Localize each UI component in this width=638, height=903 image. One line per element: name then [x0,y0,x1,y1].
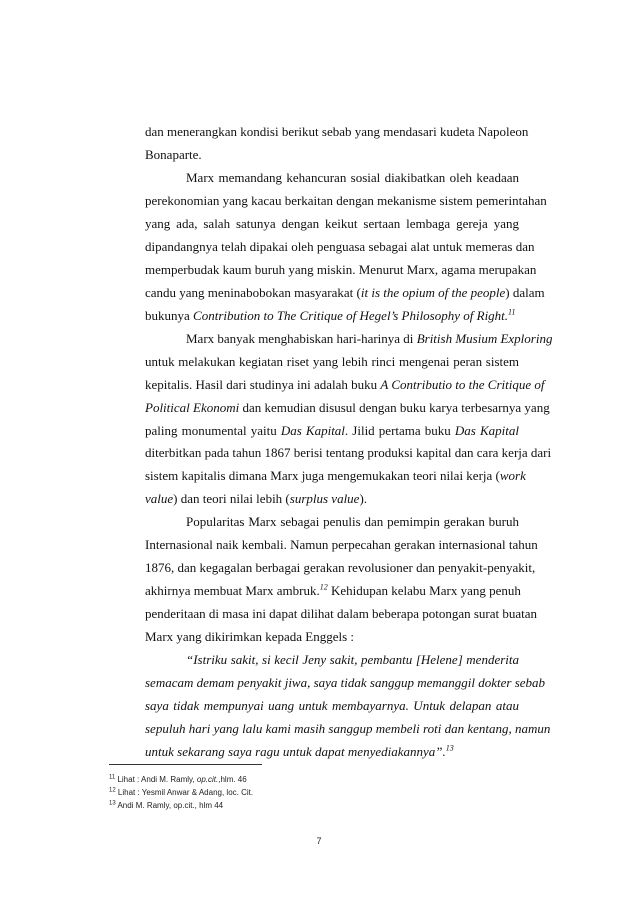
footnote-ref: 11 [508,307,516,317]
body-line: Bonaparte. [145,147,202,162]
footnote: $^{13}$ Andi M. Ramly, op.cit., hlm 44 [109,800,224,810]
body-line: kepitalis. Hasil dari studinya ini adalah buku A Contributio to the Critique of [145,377,545,392]
footnote: $^{12}$ Lihat : Yesmil Anwar & Adang, loc. Cit. [109,787,254,797]
quote-line: untuk sekarang saya ragu untuk dapat menyediakannya”.$^{13}$ [145,743,454,759]
body-line: memperbudak kaum buruh yang miskin. Menurut Marx, agama merupakan [145,262,537,277]
body-line: dipandangnya telah dipakai oleh penguasa sebagai alat untuk memeras dan [145,239,535,254]
body-line: diterbitkan pada tahun 1867 berisi tentang produksi kapital dan cara kerja dari [145,445,552,460]
body-line: Political Ekonomi dan kemudian disusul dengan buku karya terbesarnya yang [145,400,550,415]
body-line: candu yang meninabobokan masyarakat (it is the opium of the people) dalam [145,285,545,300]
body-line: Marx memandang kehancuran sosial diakibatkan oleh keadaan [186,170,519,185]
body-line: penderitaan di masa ini dapat dilihat dalam beberapa potongan surat buatan [145,606,538,621]
page-number: 7 [316,836,322,846]
footnote: $^{11}$ Lihat : Andi M. Ramly, op.cit.,hlm. 46 [109,774,247,784]
body-line: Marx yang dikirimkan kepada Enggels : [145,629,355,644]
footnote-separator [109,764,262,765]
body-line: 1876, dan kegagalan berbagai gerakan revolusioner dan penyakit-penyakit, [145,560,536,575]
quote-line: “Istriku sakit, si kecil Jeny sakit, pembantu [Helene] menderita [186,652,519,667]
footnote-ref: 13 [445,743,454,753]
body-line: Popularitas Marx sebagai penulis dan pemimpin gerakan buruh [186,514,519,529]
body-line: yang ada, salah satunya dengan keikut sertaan lembaga gereja yang [145,216,519,231]
body-line: akhirnya membuat Marx ambruk.$^{12}$ Kehidupan kelabu Marx yang penuh [145,582,521,598]
body-line: paling monumental yaitu Das Kapital. Jilid pertama buku Das Kapital [145,423,519,438]
quote-line: saya tidak mempunyai uang untuk membayarnya. Untuk delapan atau [145,698,519,713]
footnote-ref: 12 [319,582,328,592]
body-line: value) dan teori nilai lebih (surplus value). [145,491,368,506]
body-line: Marx banyak menghabiskan hari-harinya di British Musium Exploring [186,331,553,346]
body-line: sistem kapitalis dimana Marx juga mengemukakan teori nilai kerja (work [145,468,526,483]
body-line: bukunya Contribution to The Critique of Hegel’s Philosophy of Right.$^{11}$ [145,307,516,323]
body-line: dan menerangkan kondisi berikut sebab yang mendasari kudeta Napoleon [145,124,529,139]
body-line: perekonomian yang kacau berkaitan dengan mekanisme sistem pemerintahan [145,193,547,208]
body-line: untuk melakukan kegiatan riset yang lebih rinci mengenai peran sistem [145,354,519,369]
quote-line: sepuluh hari yang lalu kami masih sanggup membeli roti dan kentang, namun [145,721,551,736]
quote-line: semacam demam penyakit jiwa, saya tidak sanggup memanggil dokter sebab [145,675,546,690]
body-line: Internasional naik kembali. Namun perpecahan gerakan internasional tahun [145,537,538,552]
